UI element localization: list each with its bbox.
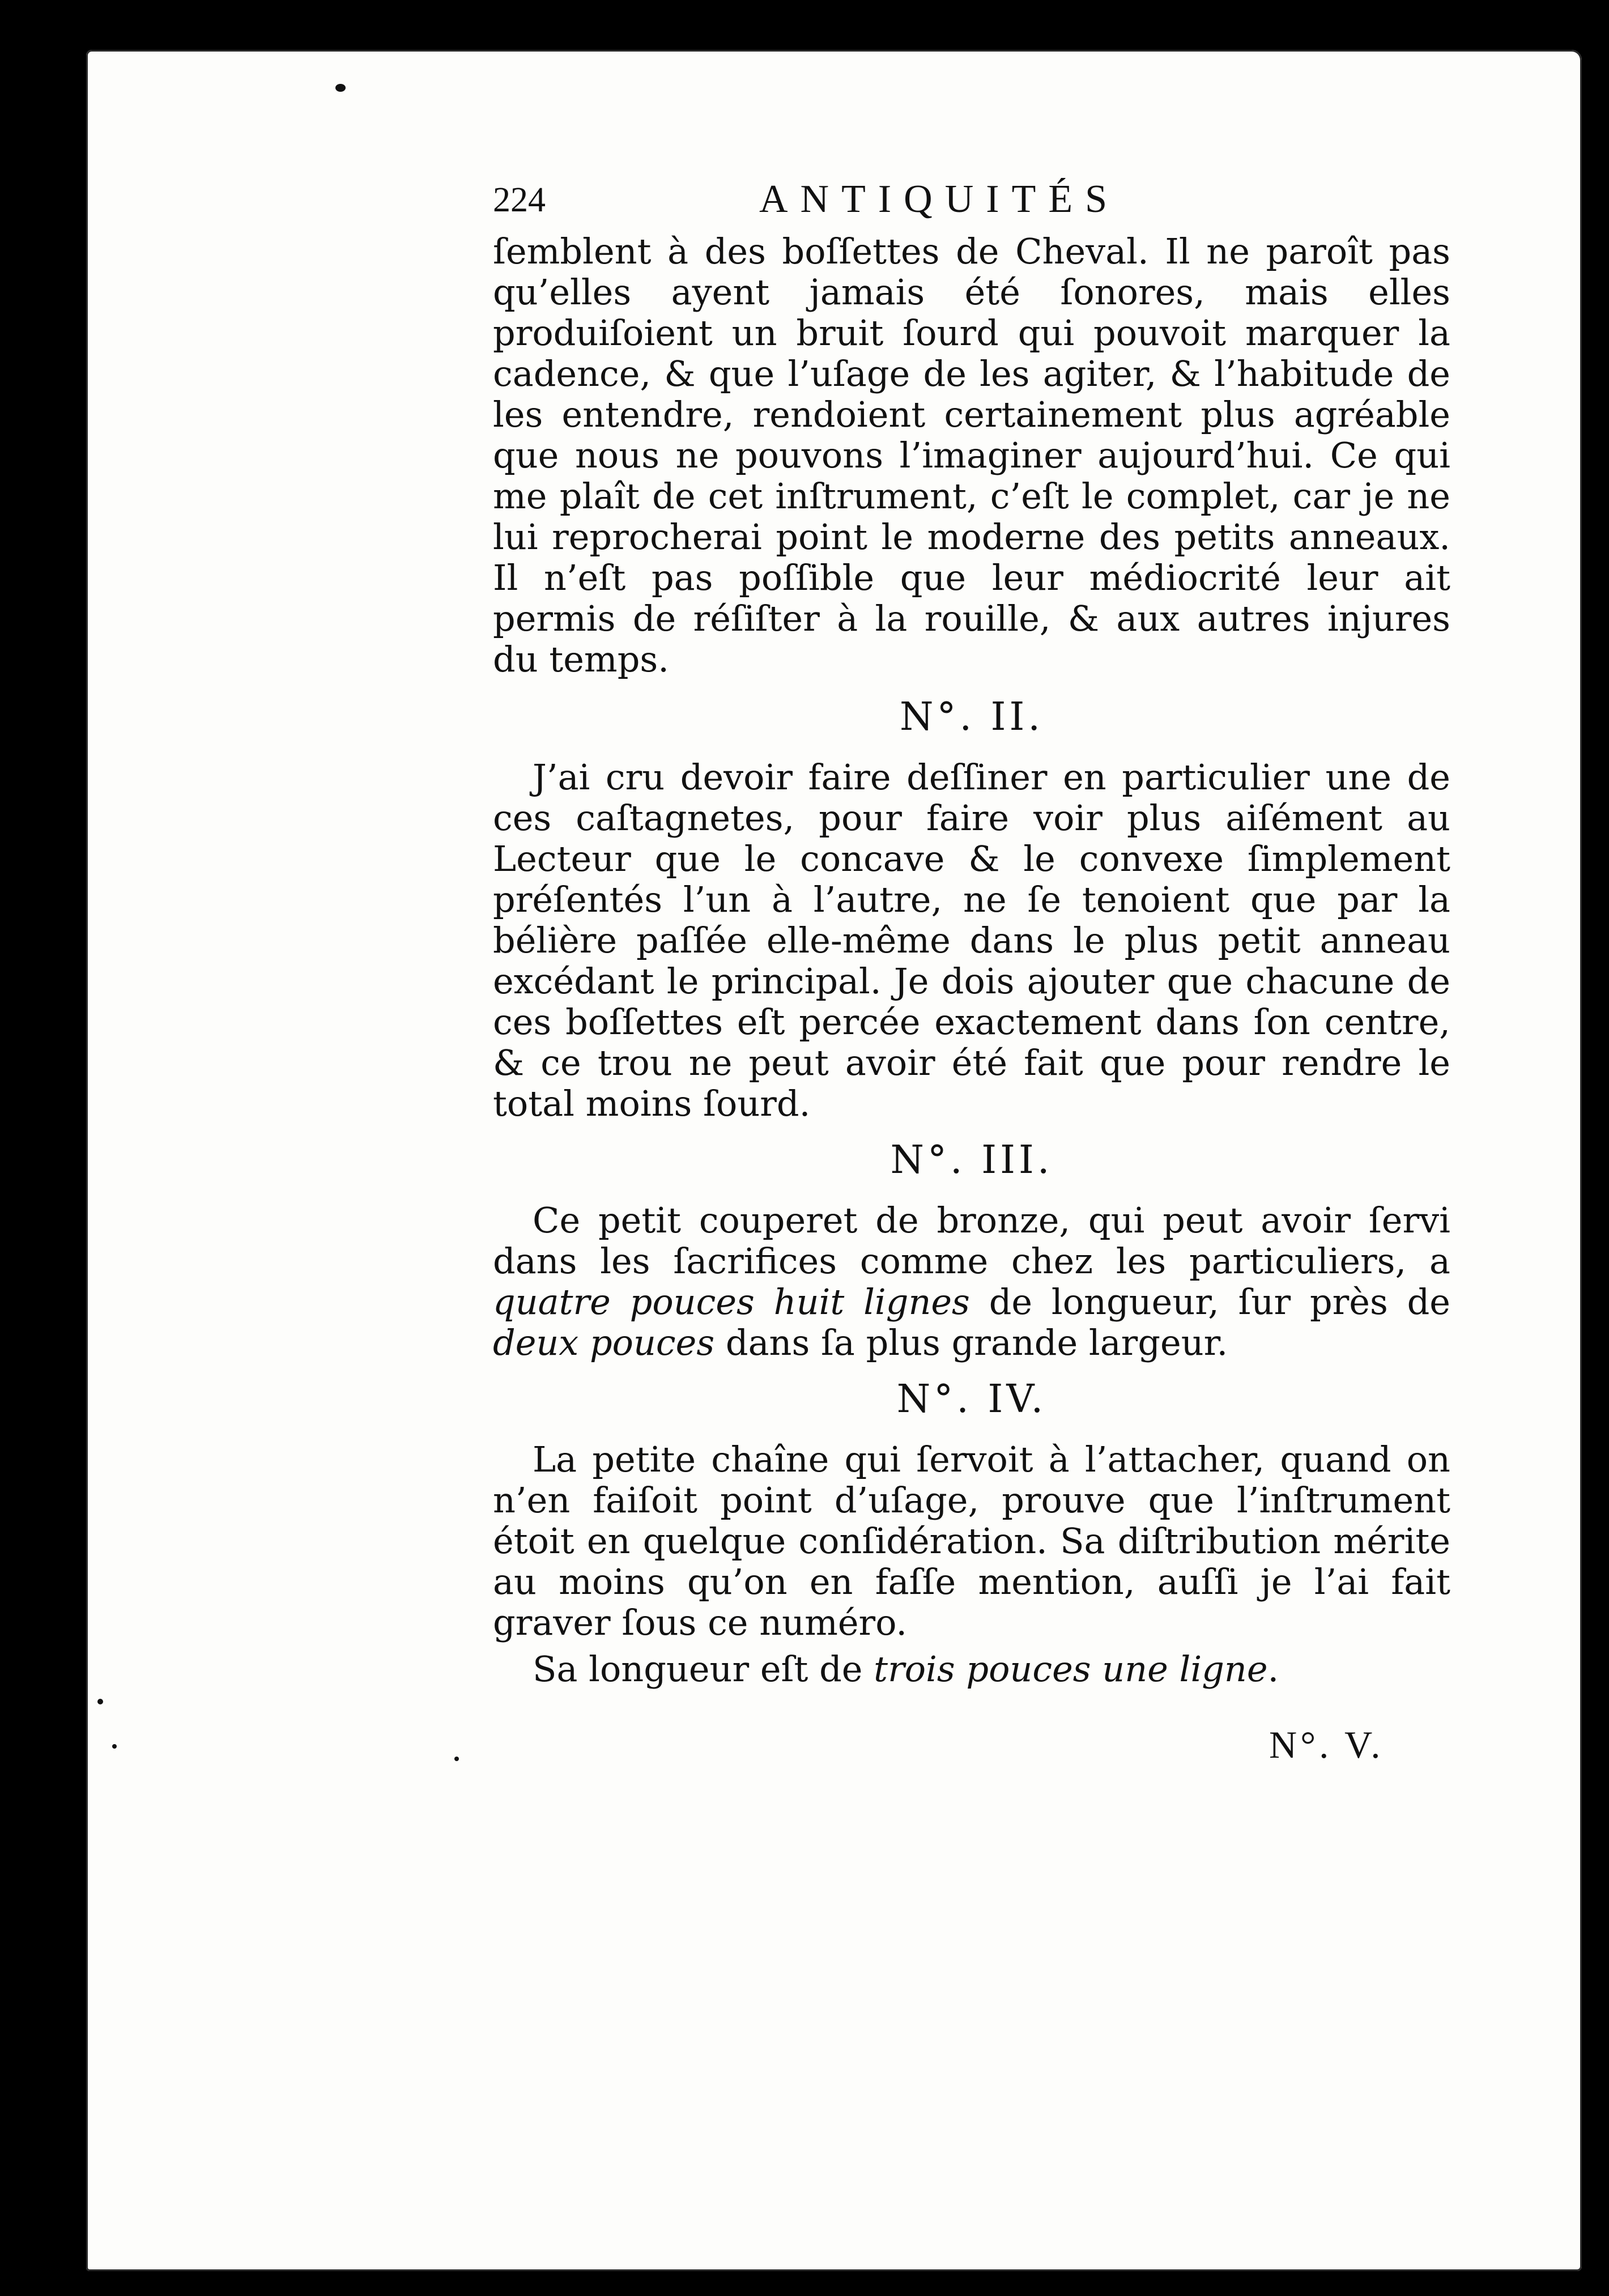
paragraph-1: ſemblent à des boſſettes de Cheval. Il ne paroît pas qu’elles ayent jamais été ſonores, mais elles produiſoient un bruit ſourd qui pouvoit marquer la cadence, & que l’uſage de les agiter, & l’habitude de les entendre, rendoient certainement plus agréable que nous ne pouvons l’imaginer aujourd’hui. Ce qui me plaît de cet inſtrument, c’eſt le complet, car je ne lui reprocherai point le moderne des petits anneaux. Il n’eſt pas poſſible que leur médiocrité leur ait permis de réſiſter à la rouille, & aux autres injures du temps. [493,231,1450,680]
page-number: 224 [493,181,546,219]
chain-length: trois pouces une ligne [874,1648,1268,1690]
section-heading-2: N°. II. [899,695,1044,739]
section-heading-3: N°. III. [890,1138,1053,1183]
paragraph-3-text-a: Ce petit couperet de bronze, qui peut avoir ſervi dans les ſacrifices comme chez les particuliers, a [493,1200,1450,1282]
measure-width: deux pouces [493,1322,715,1363]
paragraph-5 [493,1649,1450,1690]
catchword: N°. V. [1269,1723,1384,1766]
paragraph-4: La petite chaîne qui ſervoit à l’attacher, quand on n’en faiſoit point d’uſage, prouve que l’inſtrument étoit en quelque conſidération. Sa diſtribution mérite au moins qu’on en faſſe mention, auſſi je l’ai fait graver ſous ce numéro. [493,1439,1450,1643]
ink-speck [454,1757,459,1761]
paragraph-5-text-a: Sa longueur eſt de [533,1648,874,1690]
measure-length: quatre pouces huit lignes [493,1281,970,1323]
paragraph-3-text-c: dans ſa plus grande largeur. [714,1322,1228,1363]
body-text [493,231,1450,1690]
paragraph-3-text-b: de longueur, ſur près de [969,1281,1450,1323]
ink-speck [335,84,346,92]
running-title: ANTIQUITÉS [759,177,1120,221]
page-header [493,177,1450,226]
ink-speck [97,1699,103,1704]
paragraph-3 [493,1200,1450,1363]
paragraph-2: J’ai cru devoir faire deſſiner en particulier une de ces caſtagnetes, pour faire voir plus aiſément au Lecteur que le concave & le convexe ſimplement préſentés l’un à l’autre, ne ſe tenoient que par la bélière paſſée elle-même dans le plus petit anneau excédant le principal. Je dois ajouter que chacune de ces boſſettes eſt percée exactement dans ſon centre, & ce trou ne peut avoir été fait que pour rendre le total moins ſourd. [493,756,1450,1124]
ink-speck [112,1744,117,1749]
section-heading-4: N°. IV. [896,1377,1047,1422]
paragraph-5-text-b: . [1267,1648,1279,1690]
